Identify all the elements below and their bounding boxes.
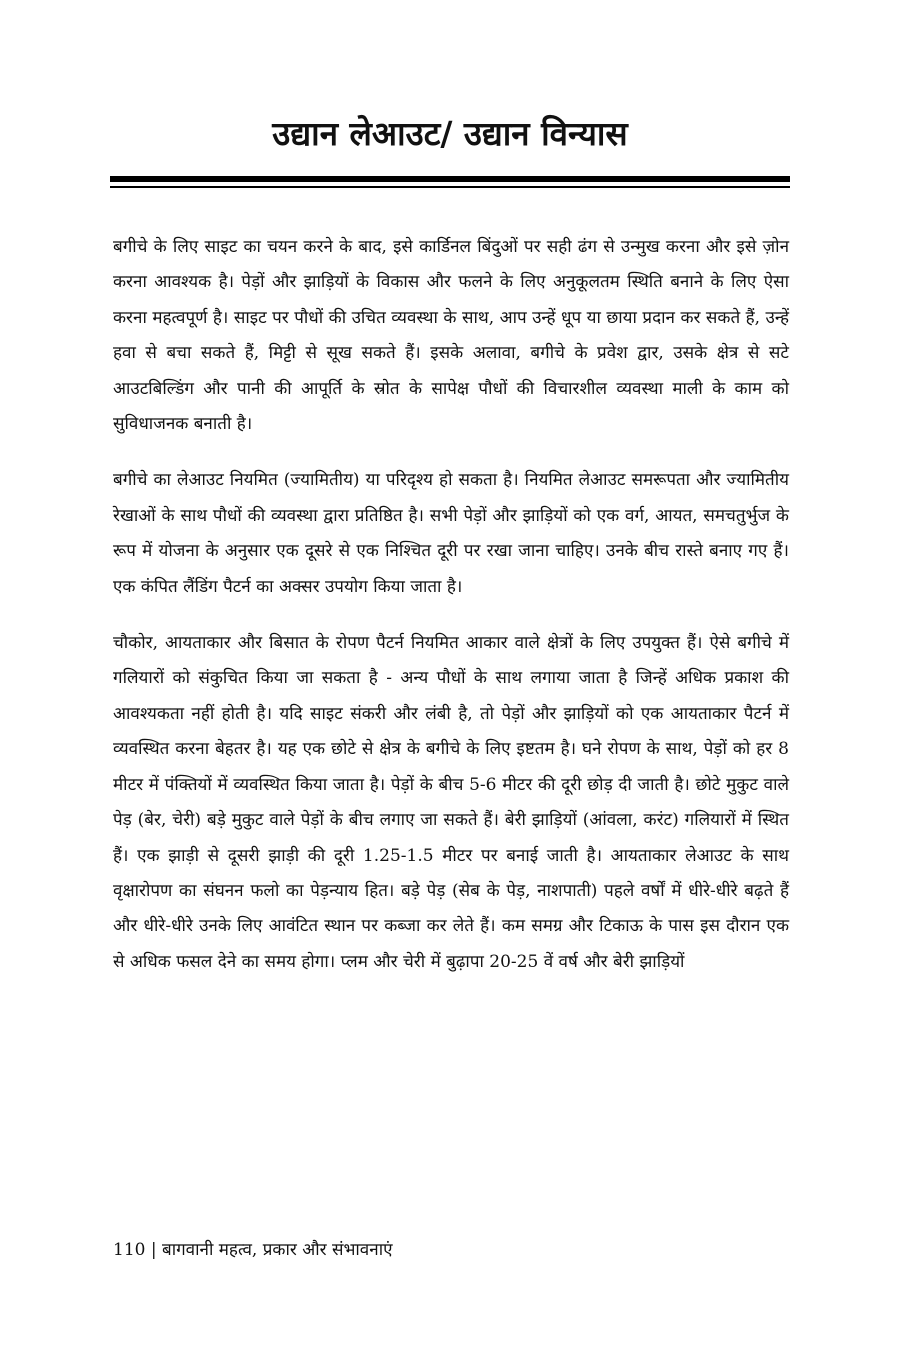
paragraph-regular-layout: बगीचे का लेआउट नियमित (ज्यामितीय) या परिदृश्य हो सकता है। नियमित लेआउट समरूपता और ज्यामितीय रेखाओं के साथ पौधों की व्यवस्था द्वारा प्रतिष्ठित है। सभी पेड़ों और झाड़ियों को एक वर्ग, आयत, समचतुर्भुज के रूप में योजना के अनुसार एक दूसरे से एक निश्चित दूरी पर रखा जाना चाहिए। उनके बीच रास्ते बनाए गए हैं। एक कंपित लैंडिंग पैटर्न का अक्सर उपयोग किया जाता है। <box>113 470 789 597</box>
page-title: उद्यान लेआउट/ उद्यान विन्यास <box>272 114 628 153</box>
paragraph-site-orientation: बगीचे के लिए साइट का चयन करने के बाद, इसे कार्डिनल बिंदुओं पर सही ढंग से उन्मुख करना और इसे ज़ोन करना आवश्यक है। पेड़ों और झाड़ियों के विकास और फलने के लिए अनुकूलतम स्थिति बनाने के लिए ऐसा करना महत्वपूर्ण है। साइट पर पौधों की उचित व्यवस्था के साथ, आप उन्हें धूप या छाया प्रदान कर सकते हैं, उन्हें हवा से बचा सकते हैं, मिट्टी से सूख सकते हैं। इसके अलावा, बगीचे के प्रवेश द्वार, उसके क्षेत्र से सटे आउटबिल्डिंग और पानी की आपूर्ति के स्रोत के सापेक्ष पौधों की विचारशील व्यवस्था माली के काम को सुविधाजनक बनाती है। <box>113 237 789 435</box>
title-rule-thick <box>110 176 790 182</box>
page-footer: 110 | बागवानी महत्व, प्रकार और संभावनाएं <box>113 1240 393 1260</box>
paragraph-planting-patterns: चौकोर, आयताकार और बिसात के रोपण पैटर्न नियमित आकार वाले क्षेत्रों के लिए उपयुक्त हैं। ऐसे बगीचे में गलियारों को संकुचित किया जा सकता है - अन्य पौधों के साथ लगाया जाता है जिन्हें अधिक प्रकाश की आवश्यकता नहीं होती है। यदि साइट संकरी और लंबी है, तो पेड़ों और झाड़ियों को एक आयताकार पैटर्न में व्यवस्थित करना बेहतर है। यह एक छोटे से क्षेत्र के बगीचे के लिए इष्टतम है। घने रोपण के साथ, पेड़ों को हर 8 मीटर में पंक्तियों में व्यवस्थित किया जाता है। पेड़ों के बीच 5-6 मीटर की दूरी छोड़ दी जाती है। छोटे मुकुट वाले पेड़ (बेर, चेरी) बड़े मुकुट वाले पेड़ों के बीच लगाए जा सकते हैं। बेरी झाड़ियों (आंवला, करंट) गलियारों में स्थित हैं। एक झाड़ी से दूसरी झाड़ी की दूरी 1.25-1.5 मीटर पर बनाई जाती है। आयताकार लेआउट के साथ वृक्षारोपण का संघनन फलो का पेड़न्याय हित। बड़े पेड़ (सेब के पेड़, नाशपाती) पहले वर्षों में धीरे-धीरे बढ़ते हैं और धीरे-धीरे उनके लिए आवंटित स्थान पर कब्जा कर लेते हैं। कम समग्र और टिकाऊ के पास इस दौरान एक से अधिक फसल देने का समय होगा। प्लम और चेरी में बुढ़ापा 20-25 वें वर्ष और बेरी झाड़ियों <box>113 633 789 972</box>
title-rule-thin <box>110 186 790 188</box>
body-text <box>113 230 789 1001</box>
